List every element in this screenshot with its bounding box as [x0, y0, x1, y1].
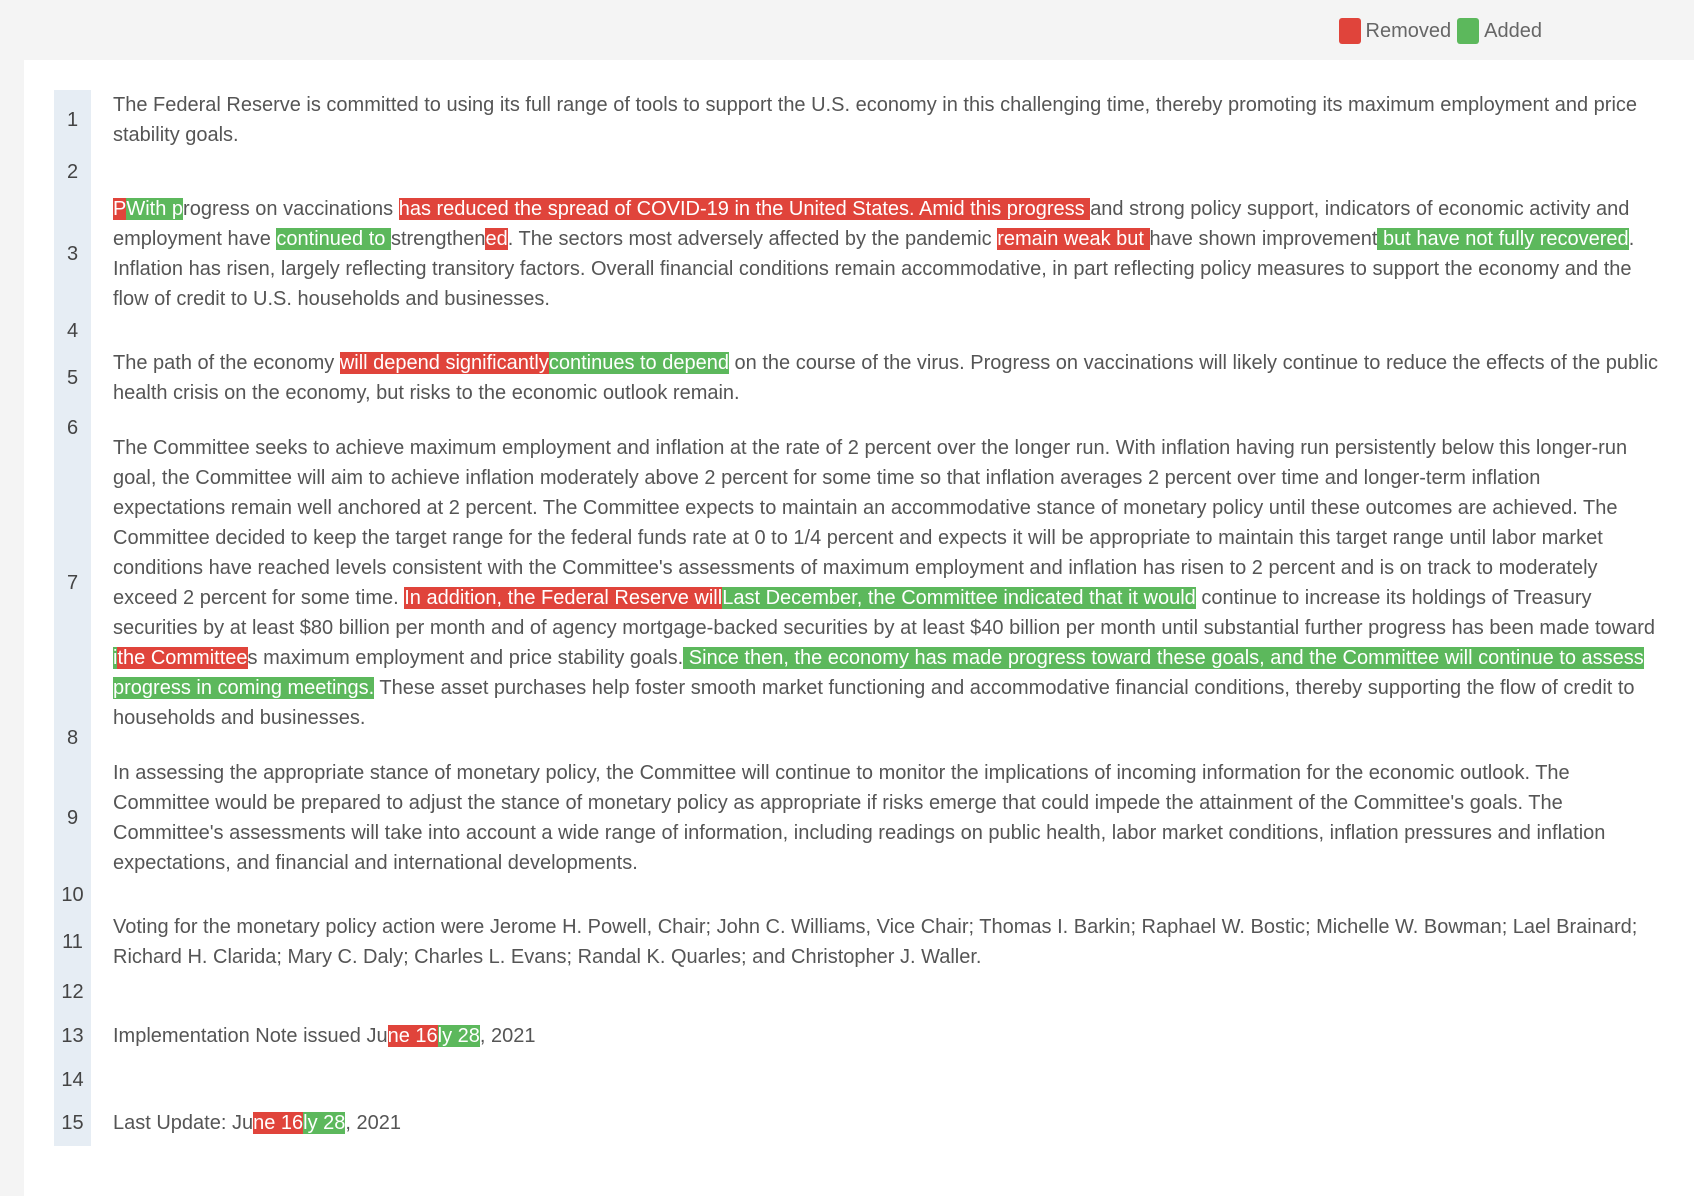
- diff-line: [54, 758, 1664, 878]
- diff-line: [54, 348, 1664, 408]
- removed-text: ed: [485, 228, 508, 250]
- unchanged-text: The Federal Reserve is committed to using its full range of tools to support the U.S. economy in this challenging time, thereby promoting its maximum employment and price stability goals.: [113, 94, 1638, 146]
- removed-text: ne 16: [387, 1025, 438, 1047]
- line-number: 7: [54, 448, 91, 718]
- diff-line: [54, 314, 1664, 348]
- diff-line: [54, 90, 1664, 150]
- added-text: ly 28: [303, 1112, 346, 1134]
- line-content: [91, 878, 1664, 912]
- line-content: [91, 150, 1664, 194]
- removed-text: P: [113, 198, 127, 220]
- unchanged-text: continue to increase its holdings of Treasury securities by at least $80 billion per month and of agency mortgage-backed securities by at least $40 billion per month until substantial further progress has been made toward: [113, 587, 1655, 639]
- line-content: [91, 348, 1664, 408]
- line-content: [91, 437, 1664, 729]
- unchanged-text: , 2021: [479, 1025, 536, 1047]
- line-number: 13: [54, 1012, 91, 1060]
- line-number: 6: [54, 408, 91, 448]
- unchanged-text: have shown improvement: [1149, 228, 1378, 250]
- diff-line: [54, 437, 1664, 729]
- diff-line: [54, 1012, 1664, 1060]
- removed-text: ne 16: [253, 1112, 304, 1134]
- added-text: continues to depend: [548, 352, 729, 374]
- diff-line: [54, 878, 1664, 912]
- diff-line: [54, 718, 1664, 758]
- unchanged-text: . The sectors most adversely affected by the pandemic: [507, 228, 998, 250]
- line-content: [91, 314, 1664, 348]
- diff-line: [54, 1100, 1664, 1146]
- diff-line: [54, 150, 1664, 194]
- unchanged-text: In assessing the appropriate stance of monetary policy, the Committee will continue to monitor the implications of incoming information for the economic outlook. The Committee would be prepared to adjust the stance of monetary policy as appropriate if risks emerge that could impede the attainment of the Committee's goals. The Committee's assessments will take into account a wide range of information, including readings on public health, labor market conditions, inflation pressures and inflation expectations, and financial and international developments.: [113, 762, 1606, 874]
- line-content: [91, 718, 1664, 758]
- unchanged-text: and strong policy support, indicators of economic activity and employment have: [113, 198, 1630, 250]
- unchanged-text: on the course of the virus. Progress on vaccinations will likely continue to reduce the effects of the public health crisis on the economy, but risks to the economic outlook remain.: [113, 352, 1659, 404]
- line-content: [91, 1100, 1664, 1146]
- line-number: 3: [54, 194, 91, 314]
- added-text: With p: [126, 198, 184, 220]
- added-text: but have not fully recovered: [1377, 228, 1629, 250]
- added-text: i: [113, 647, 118, 669]
- removed-text: remain weak but: [997, 228, 1150, 250]
- unchanged-text: The Committee seeks to achieve maximum employment and inflation at the rate of 2 percent over the longer run. With inflation having run persistently below this longer-run goal, the Committee will aim to achieve inflation moderately above 2 percent for some time so that inflation averages 2 percent over time and longer-term inflation expectations remain well anchored at 2 percent. The Committee expects to maintain an accommodative stance of monetary policy until these outcomes are achieved. The Committee decided to keep the target range for the federal funds rate at 0 to 1/4 percent and expects it will be appropriate to maintain this target range until labor market conditions have reached levels consistent with the Committee's assessments of maximum employment and inflation has risen to 2 percent and is on track to moderately exceed 2 percent for some time.: [113, 437, 1628, 609]
- removed-swatch: [1339, 18, 1361, 44]
- unchanged-text: Last Update: Ju: [113, 1112, 254, 1134]
- added-swatch: [1457, 18, 1479, 44]
- diff-panel: [24, 60, 1694, 1196]
- unchanged-text: These asset purchases help foster smooth market functioning and accommodative financial conditions, thereby supporting the flow of credit to households and businesses.: [113, 677, 1635, 729]
- line-content: [91, 90, 1664, 150]
- line-content: [91, 1012, 1664, 1060]
- line-content: [91, 972, 1664, 1012]
- line-content: [91, 1060, 1664, 1100]
- added-text: Since then, the economy has made progress toward these goals, and the Committee will continue to assess progress in coming meetings.: [113, 647, 1644, 699]
- unchanged-text: , 2021: [345, 1112, 402, 1134]
- line-number: 14: [54, 1060, 91, 1100]
- diff-line: [54, 194, 1664, 314]
- line-number: 15: [54, 1100, 91, 1146]
- removed-text: the Committee: [117, 647, 248, 669]
- removed-text: In addition, the Federal Reserve will: [404, 587, 723, 609]
- unchanged-text: rogress on vaccinations: [183, 198, 399, 220]
- unchanged-text: Implementation Note issued Ju: [113, 1025, 388, 1047]
- line-number: 10: [54, 878, 91, 912]
- removed-text: has reduced the spread of COVID-19 in the United States. Amid this progress: [398, 198, 1091, 220]
- removed-legend-label: Removed: [1365, 19, 1452, 42]
- line-number: 1: [54, 90, 91, 150]
- added-text: continued to: [276, 228, 391, 250]
- line-content: [91, 194, 1664, 314]
- line-number: 5: [54, 348, 91, 408]
- added-text: ly 28: [437, 1025, 480, 1047]
- diff-line: [54, 912, 1664, 972]
- unchanged-text: . Inflation has risen, largely reflecting transitory factors. Overall financial conditions remain accommodative, in part reflecting policy measures to support the economy and the flow of credit to U.S. households and businesses.: [113, 228, 1635, 310]
- line-number: 4: [54, 314, 91, 348]
- diff-line: [54, 972, 1664, 1012]
- line-number: 2: [54, 150, 91, 194]
- added-legend-label: Added: [1484, 19, 1542, 42]
- diff-line: [54, 1060, 1664, 1100]
- line-content: [91, 912, 1664, 972]
- diff-view: [54, 90, 1664, 1146]
- removed-text: will depend significantly: [339, 352, 549, 374]
- line-number: 9: [54, 758, 91, 878]
- line-content: [91, 758, 1664, 878]
- diff-legend: [1339, 18, 1542, 44]
- unchanged-text: Voting for the monetary policy action were Jerome H. Powell, Chair; John C. Williams, Vice Chair; Thomas I. Barkin; Raphael W. Bostic; Michelle W. Bowman; Lael Brainard; Richard H. Clarida; Mary C. Daly; Charles L. Evans; Randal K. Quarles; and Christopher J. Waller.: [113, 916, 1638, 968]
- line-number: 11: [54, 912, 91, 972]
- line-number: 8: [54, 718, 91, 758]
- added-text: Last December, the Committee indicated that it would: [722, 587, 1196, 609]
- line-number: 12: [54, 972, 91, 1012]
- unchanged-text: The path of the economy: [113, 352, 340, 374]
- unchanged-text: s maximum employment and price stability goals.: [247, 647, 684, 669]
- unchanged-text: strengthen: [390, 228, 486, 250]
